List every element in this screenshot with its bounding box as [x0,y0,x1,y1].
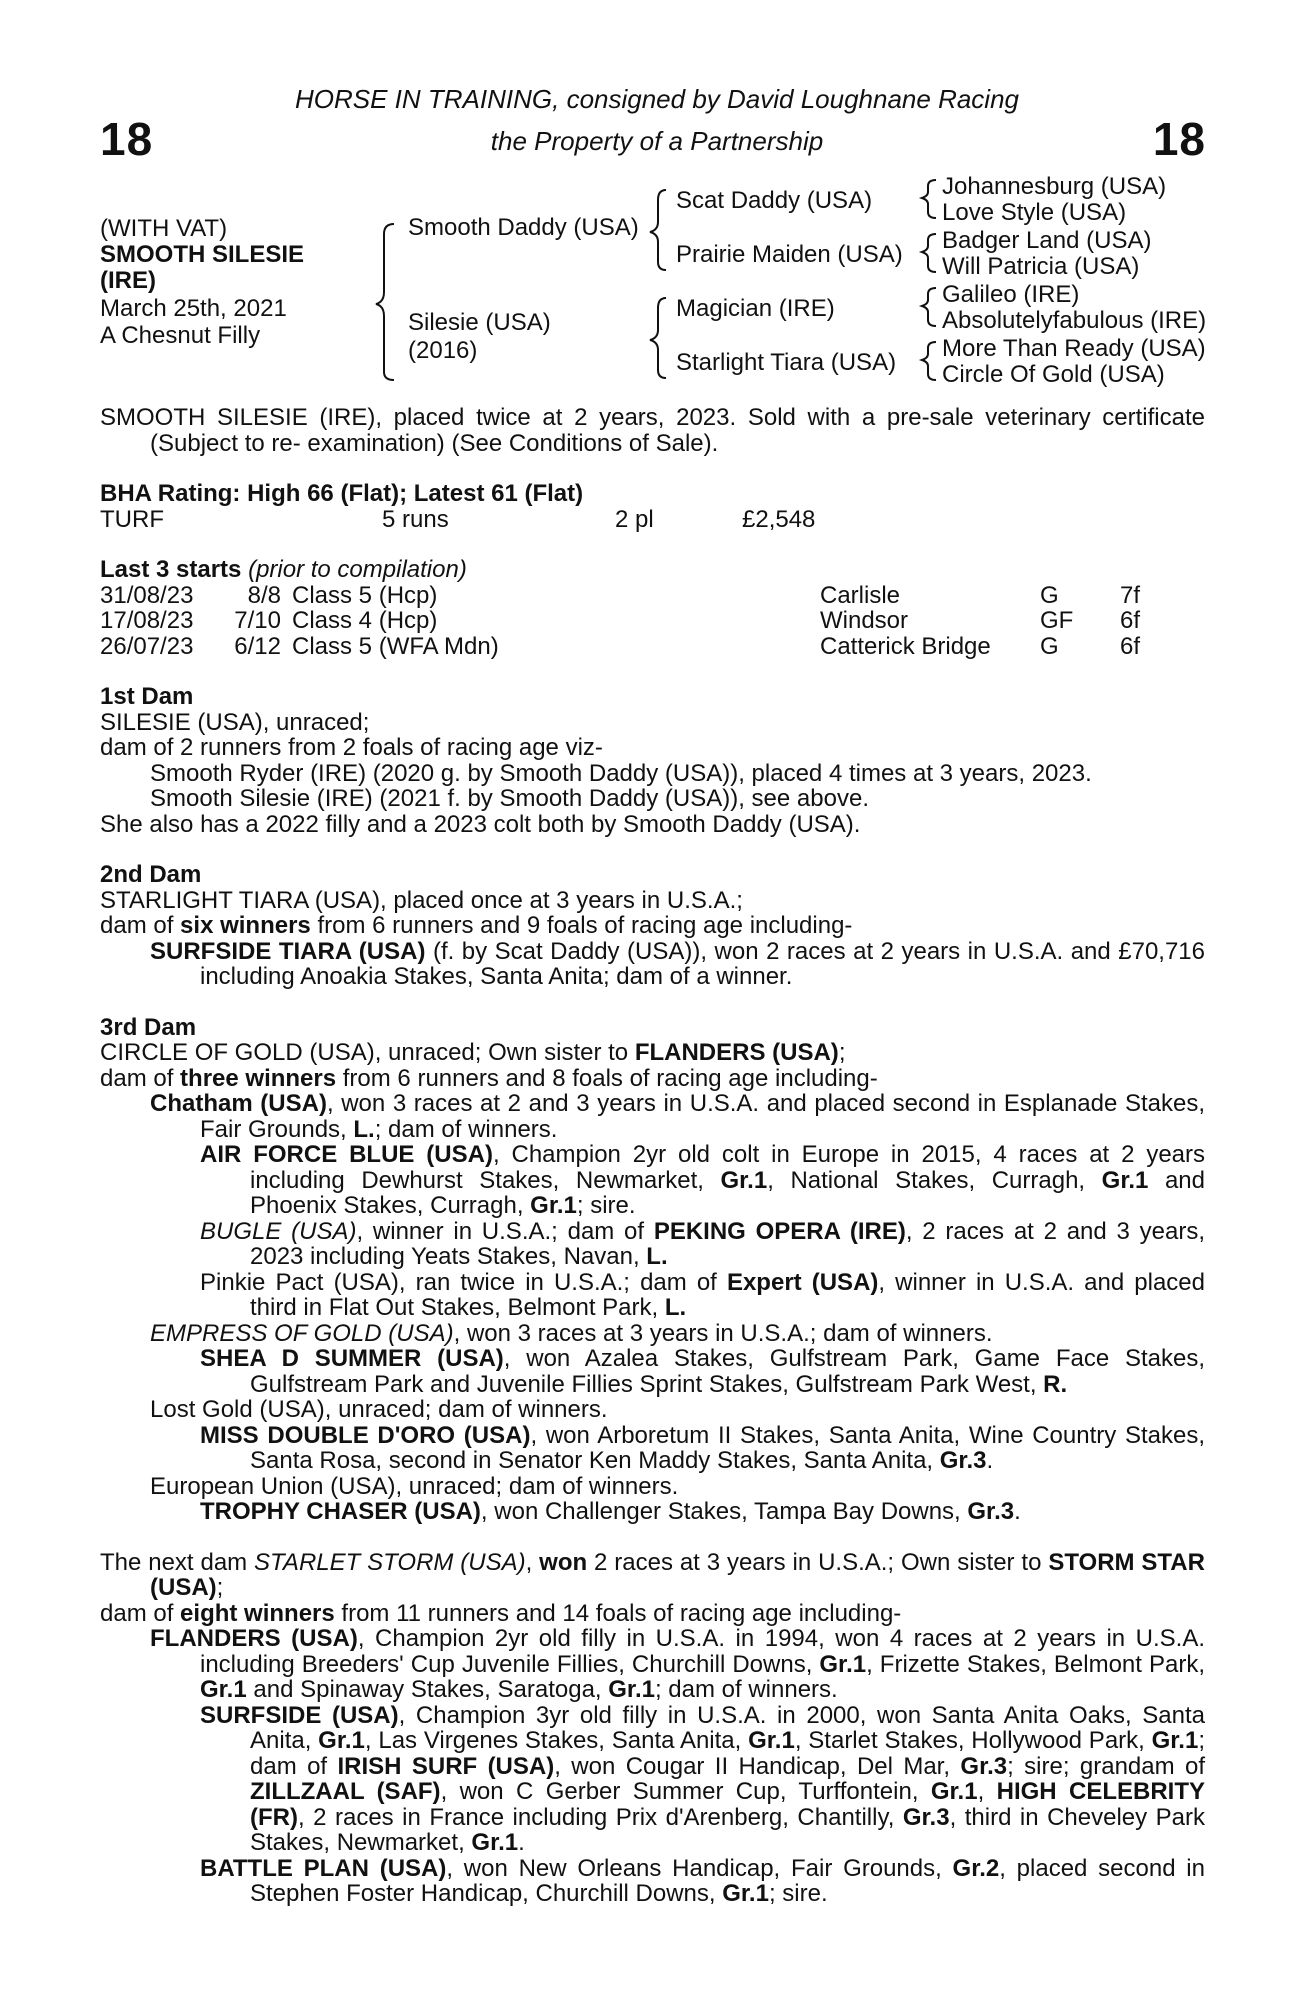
dam3-lost-gold: Lost Gold (USA), unraced; dam of winners. [150,1396,608,1423]
dam1-line3: She also has a 2022 filly and a 2023 colt both by Smooth Daddy (USA). [100,810,861,838]
gen3-5: Galileo (IRE) [942,281,1080,308]
start-distance: 6f [1120,632,1141,660]
dam-sire: Magician (IRE) [676,295,835,322]
start-going: G [1040,632,1059,660]
start-row [100,583,1205,609]
gen3-6: Absolutelyfabulous (IRE) [942,307,1207,334]
dam3-air-force-blue: AIR FORCE BLUE (USA), Champion 2yr old colt in Europe in 2015, 4 races at 2 years including Dewhurst Stakes, Newmarket, Gr.1, National Stakes, Curragh, Gr.1 and Phoenix Stakes, Curragh, Gr.1; sire. [200,1141,1205,1219]
gen3-7: More Than Ready (USA) [942,335,1206,362]
dam3-bugle: BUGLE (USA), winner in U.S.A.; dam of PEKING OPERA (IRE), 2 races at 2 and 3 years, 2023 including Yeats Stakes, Navan, L. [200,1217,1205,1270]
gen3-3: Badger Land (USA) [942,227,1152,254]
dam3-line1: CIRCLE OF GOLD (USA), unraced; Own sister to FLANDERS (USA); [100,1039,846,1066]
start-date: 31/08/23 [100,581,194,609]
start-pos: 8/8 [247,581,281,609]
next-dam-line1: The next dam STARLET STORM (USA), won 2 races at 3 years in U.S.A.; Own sister to STORM STAR (USA); [100,1548,1205,1601]
dam3-pinkie-pact: Pinkie Pact (USA), ran twice in U.S.A.; dam of Expert (USA), winner in U.S.A. and placed third in Flat Out Stakes, Belmont Park, L. [200,1268,1206,1321]
start-race: Class 4 (Hcp) [292,607,438,634]
dam3-line2: dam of three winners from 6 runners and 8 foals of racing age including- [100,1064,878,1092]
next-dam-battle-plan: BATTLE PLAN (USA), won New Orleans Handicap, Fair Grounds, Gr.2, placed second in Stephen Foster Handicap, Churchill Downs, Gr.1; sire. [200,1854,1205,1907]
foaling-date: March 25th, 2021 [100,295,287,322]
start-course: Carlisle [820,581,901,609]
summary: SMOOTH SILESIE (IRE), placed twice at 2 years, 2023. Sold with a pre-sale veterinary certificate (Subject to re- examination) (See Conditions of Sale). [100,404,1205,457]
dam1-line2: dam of 2 runners from 2 foals of racing age viz- [100,734,603,761]
catalogue-body [100,405,1205,1907]
gen3-2: Love Style (USA) [942,199,1127,226]
vat-note: (WITH VAT) [100,215,228,242]
sire-dam: Prairie Maiden (USA) [676,241,903,268]
start-pos: 6/12 [234,632,281,660]
start-distance: 7f [1120,581,1141,609]
dam2-progeny-surfside-tiara: SURFSIDE TIARA (USA) (f. by Scat Daddy (USA)), won 2 races at 2 years in U.S.A. and £70,716 including Anoakia Stakes, Santa Anita; dam of a winner. [150,937,1205,990]
start-pos: 7/10 [234,607,281,634]
dam2-title: 2nd Dam [100,861,202,888]
last-starts-title: Last 3 starts [100,556,242,583]
next-dam-line2: dam of eight winners from 11 runners and 14 foals of racing age including- [100,1599,902,1627]
last-starts-note: (prior to compilation) [248,556,467,583]
consignor-line: HORSE IN TRAINING, consigned by David Loughnane Racing [294,84,1019,114]
dam3-title: 3rd Dam [100,1013,197,1041]
dam2-line2: dam of six winners from 6 runners and 9 foals of racing age including- [100,912,853,939]
dam3-miss-double-doro: MISS DOUBLE D'ORO (USA), won Arboretum II Stakes, Santa Anita, Wine Country Stakes, Santa Rosa, second in Senator Ken Maddy Stakes, Santa Anita, Gr.3. [200,1421,1205,1474]
dam: Silesie (USA) [408,309,551,336]
last-starts-heading [100,557,1205,583]
dam1-line1: SILESIE (USA), unraced; [100,708,370,736]
next-dam-flanders: FLANDERS (USA), Champion 2yr old filly in U.S.A. in 1994, won 4 races at 2 years in U.S.A. including Breeders' Cup Juvenile Fillies, Churchill Downs, Gr.1, Frizette Stakes, Belmont Park, Gr.1 and Spinaway Stakes, Saratoga, Gr.1; dam of winners. [150,1625,1205,1703]
gen3-1: Johannesburg (USA) [942,173,1167,200]
lot-number-right: 18 [1152,113,1206,165]
horse-name: SMOOTH SILESIE [100,241,305,268]
dam-year: (2016) [408,337,478,364]
rating-runs: 5 runs [382,505,449,533]
gen3-8: Circle Of Gold (USA) [942,361,1165,388]
start-date: 26/07/23 [100,632,194,660]
dam3-shea-d-summer: SHEA D SUMMER (USA), won Azalea Stakes, Gulfstream Park, Game Face Stakes, Gulfstream Park and Juvenile Fillies Sprint Stakes, Gulfstream Park West, R. [200,1345,1205,1398]
rating-row [100,507,1205,533]
dam3-trophy-chaser: TROPHY CHASER (USA), won Challenger Stakes, Tampa Bay Downs, Gr.3. [200,1498,1021,1525]
dam1-foal2: Smooth Silesie (IRE) (2021 f. by Smooth Daddy (USA)), see above. [150,785,869,812]
rating-surface: TURF [100,505,164,533]
start-race: Class 5 (WFA Mdn) [292,632,499,660]
start-distance: 6f [1120,607,1141,634]
start-going: G [1040,581,1059,609]
dam1-title: 1st Dam [100,683,194,710]
property-line: the Property of a Partnership [490,126,824,156]
dam3-european-union: European Union (USA), unraced; dam of winners. [150,1472,679,1500]
start-going: GF [1040,607,1074,634]
sire-sire: Scat Daddy (USA) [676,187,873,214]
horse-name-suffix: (IRE) [100,267,156,294]
dam1-foal1: Smooth Ryder (IRE) (2020 g. by Smooth Daddy (USA)), placed 4 times at 3 years, 2023. [150,759,1092,787]
lot-number-left: 18 [100,113,154,165]
start-row [100,634,1205,660]
sire: Smooth Daddy (USA) [408,214,639,241]
next-dam-surfside: SURFSIDE (USA), Champion 3yr old filly in U.S.A. in 2000, won Santa Anita Oaks, Santa Anita, Gr.1, Las Virgenes Stakes, Santa Anita, Gr.1, Starlet Stakes, Hollywood Park, Gr.1; dam of IRISH SURF (USA), won Cougar II Handicap, Del Mar, Gr.3; sire; grandam of ZILLZAAL (SAF), won C Gerber Summer Cup, Turffontein, Gr.1, HIGH CELEBRITY (FR), 2 races in France including Prix d'Arenberg, Chantilly, Gr.3, third in Cheveley Park Stakes, Newmarket, Gr.1. [200,1701,1206,1856]
start-course: Catterick Bridge [820,632,991,660]
dam2-line1: STARLIGHT TIARA (USA), placed once at 3 years in U.S.A.; [100,886,743,914]
rating-title: BHA Rating: High 66 (Flat); Latest 61 (Flat) [100,480,584,507]
start-row [100,608,1205,634]
dam-dam: Starlight Tiara (USA) [676,349,897,376]
rating-earnings: £2,548 [742,505,816,533]
dam3-empress-of-gold: EMPRESS OF GOLD (USA), won 3 races at 3 years in U.S.A.; dam of winners. [150,1319,993,1347]
start-course: Windsor [820,607,909,634]
start-date: 17/08/23 [100,607,194,634]
start-race: Class 5 (Hcp) [292,581,438,609]
dam3-chatham: Chatham (USA), won 3 races at 2 and 3 years in U.S.A. and placed second in Esplanade Stakes, Fair Grounds, L.; dam of winners. [150,1090,1205,1143]
horse-description: A Chesnut Filly [100,322,261,349]
gen3-4: Will Patricia (USA) [942,253,1140,280]
rating-placed: 2 pl [615,505,654,533]
